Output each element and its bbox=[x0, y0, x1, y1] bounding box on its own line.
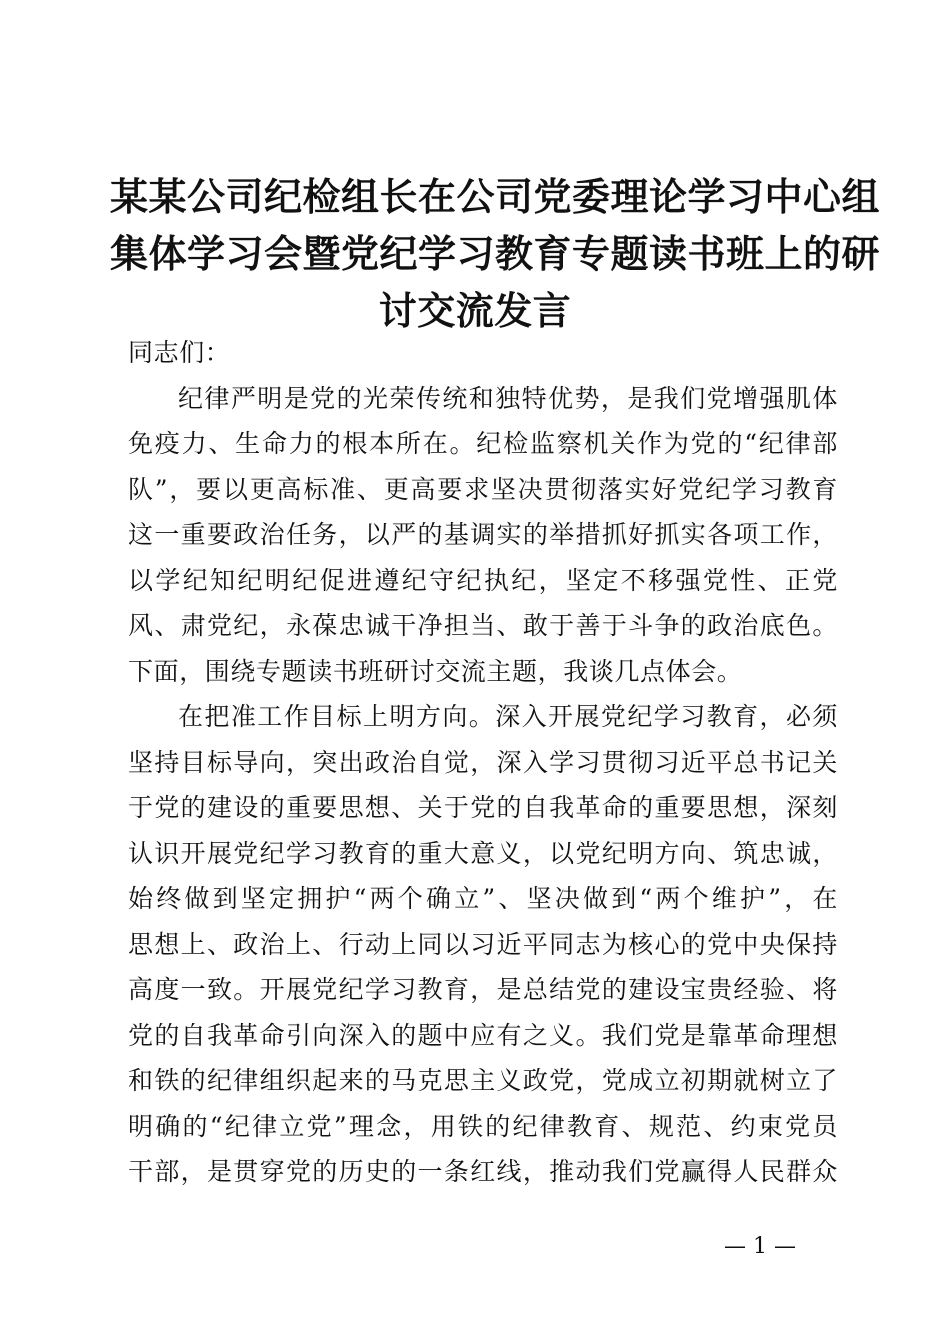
title-line-1: 某某公司纪检组长在公司党委理论学习中心组 bbox=[110, 174, 881, 219]
paragraph-1-line-5: 以学纪知纪明纪促进遵纪守纪执纪，坚定不移强党性、正党 bbox=[128, 565, 838, 595]
title-line-2: 集体学习会暨党纪学习教育专题读书班上的研 bbox=[110, 231, 881, 276]
paragraph-1-line-1: 纪律严明是党的光荣传统和独特优势，是我们党增强肌体 bbox=[178, 383, 838, 413]
paragraph-2-line-11: 干部，是贯穿党的历史的一条红线，推动我们党赢得人民群众 bbox=[128, 1157, 838, 1186]
paragraph-2-line-1: 在把准工作目标上明方向。深入开展党纪学习教育，必须 bbox=[178, 702, 838, 731]
paragraph-1-line-4: 这一重要政治任务，以严的基调实的举措抓好抓实各项工作， bbox=[128, 520, 838, 549]
paragraph-1-line-7: 下面，围绕专题读书班研讨交流主题，我谈几点体会。 bbox=[128, 656, 743, 686]
paragraph-2-line-7: 高度一致。开展党纪学习教育，是总结党的建设宝贵经验、将 bbox=[128, 975, 838, 1004]
paragraph-2-line-6: 思想上、政治上、行动上同以习近平同志为核心的党中央保持 bbox=[128, 929, 838, 959]
paragraph-2-line-2: 坚持目标导向，突出政治自觉，深入学习贯彻习近平总书记关 bbox=[128, 747, 838, 777]
page-number: — 1 — bbox=[724, 1234, 796, 1259]
paragraph-2-line-3: 于党的建设的重要思想、关于党的自我革命的重要思想，深刻 bbox=[128, 793, 838, 822]
paragraph-2-line-4: 认识开展党纪学习教育的重大意义，以党纪明方向、筑忠诚， bbox=[128, 838, 838, 868]
paragraph-1-line-2: 免疫力、生命力的根本所在。纪检监察机关作为党的“纪律部 bbox=[128, 429, 838, 458]
paragraph-2-line-10: 明确的“纪律立党”理念，用铁的纪律教育、规范、约束党员 bbox=[128, 1111, 838, 1141]
document-body bbox=[128, 330, 838, 1195]
salutation: 同志们： bbox=[128, 338, 231, 367]
paragraph-1-line-3: 队”，要以更高标准、更高要求坚决贯彻落实好党纪学习教育 bbox=[128, 474, 838, 504]
title-line-3: 讨交流发言 bbox=[378, 288, 572, 333]
paragraph-2-line-8: 党的自我革命引向深入的题中应有之义。我们党是靠革命理想 bbox=[128, 1020, 838, 1050]
paragraph-1-line-6: 风、肃党纪，永葆忠诚干净担当、敢于善于斗争的政治底色。 bbox=[128, 611, 838, 640]
paragraph-2-line-5: 始终做到坚定拥护“两个确立”、坚决做到“两个维护”，在 bbox=[128, 884, 838, 913]
document-title bbox=[110, 168, 881, 339]
paragraph-2-line-9: 和铁的纪律组织起来的马克思主义政党，党成立初期就树立了 bbox=[128, 1066, 838, 1095]
